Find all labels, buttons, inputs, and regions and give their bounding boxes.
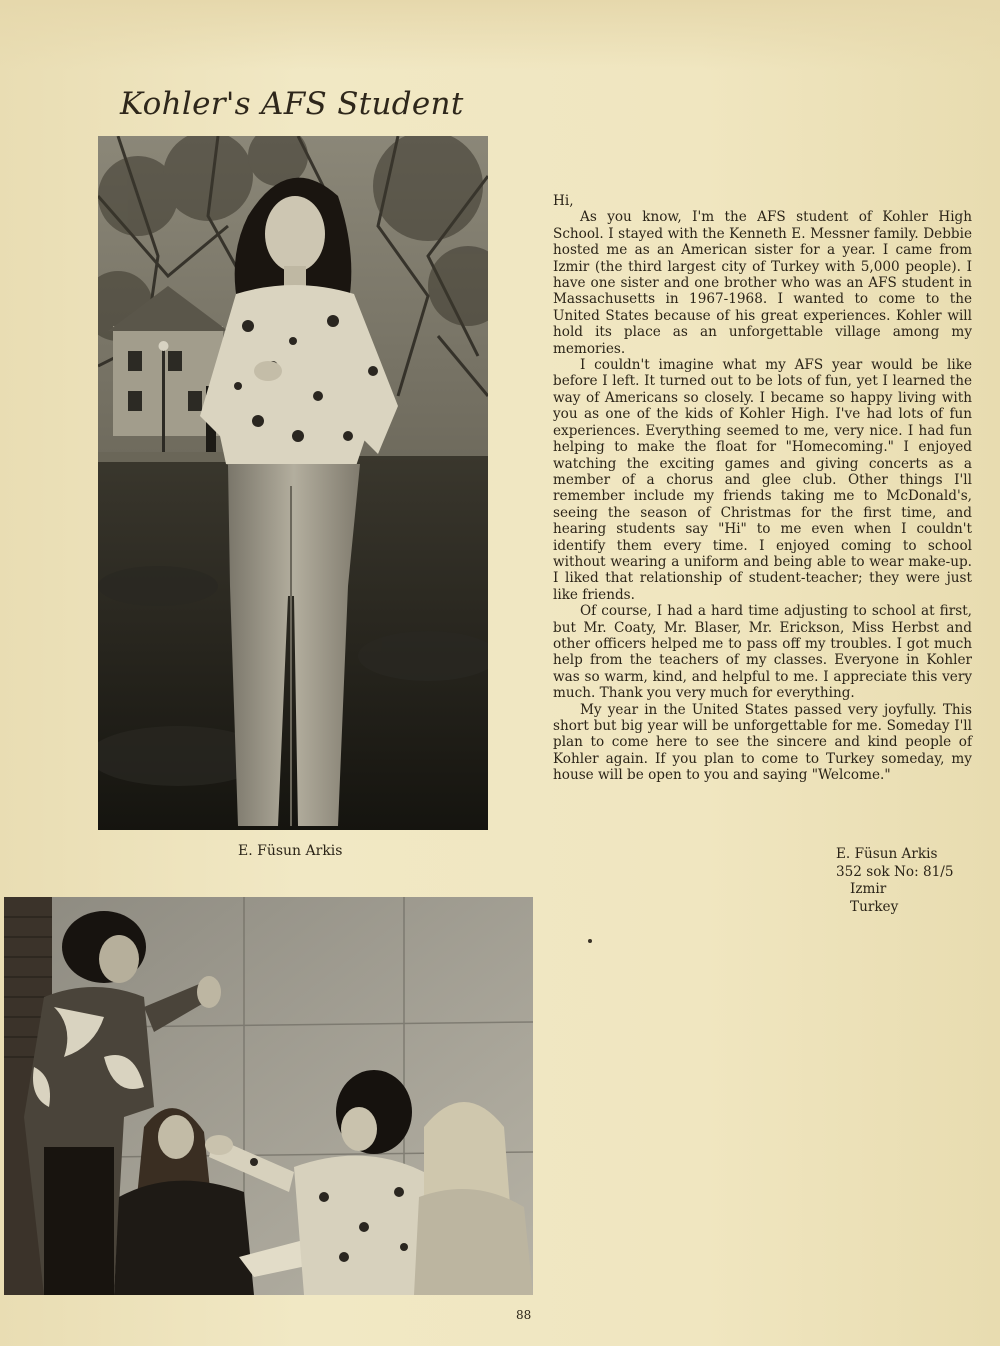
page-number: 88 <box>516 1308 532 1322</box>
letter-paragraph: Of course, I had a hard time adjusting to school at first, but Mr. Coaty, Mr. Blaser, Mr. Erickson, Miss Herbst and other officers helped me to pass off my troubles. I got much help from the teachers of my classes. Everyone in Kohler was so warm, kind, and helpful to me. I appreciate this very much. Thank you very much for everything. <box>553 603 972 702</box>
page-title: Kohler's AFS Student <box>120 86 464 122</box>
students-group-photo <box>4 897 533 1295</box>
signature-country: Turkey <box>850 898 899 915</box>
letter-greeting: Hi, <box>553 193 574 209</box>
page-edge-shading <box>0 0 1000 70</box>
letter-paragraph: I couldn't imagine what my AFS year would be like before I left. It turned out to be lots of fun, yet I learned the way of Americans so closely. I became so happy living with you as one of the kids of Kohler High. I've had lots of fun experiences. Everything seemed to me, very nice. I had fun helping to make the float for "Homecoming." I enjoyed watching the exciting games and giving concerts as a member of a chorus and glee club. Other things I'll remember include my friends taking me to McDonald's, seeing the season of Christmas for the first time, and hearing students say "Hi" to me even when I couldn't identify them every time. I enjoyed coming to school without wearing a uniform and being able to wear make-up. I liked that relationship of student-teacher; they were just like friends. <box>553 357 972 603</box>
signature-block <box>836 846 954 916</box>
photo-caption: E. Füsun Arkis <box>238 843 343 859</box>
letter-paragraph: As you know, I'm the AFS student of Kohler High School. I stayed with the Kenneth E. Messner family. Debbie hosted me as an American sister for a year. I came from Izmir (the third largest city of Turkey with 5,000 people). I have one sister and one brother who was an AFS student in Massachusetts in 1967-1968. I wanted to come to the United States because of his great experiences. Kohler will hold its place as an unforgettable village among my memories. <box>553 209 972 357</box>
ink-speck <box>588 939 592 943</box>
signature-name: E. Füsun Arkis <box>836 846 938 862</box>
signature-street: 352 sok No: 81/5 <box>836 863 954 880</box>
student-portrait-photo <box>98 136 488 830</box>
letter-paragraph: My year in the United States passed very joyfully. This short but big year will be unforgettable for me. Someday I'll plan to come here to see the sincere and kind people of Kohler again. If you plan to come to Turkey someday, my house will be open to you and saying "Welcome." <box>553 701 972 784</box>
signature-city: Izmir <box>850 881 887 897</box>
letter-body <box>553 193 972 784</box>
